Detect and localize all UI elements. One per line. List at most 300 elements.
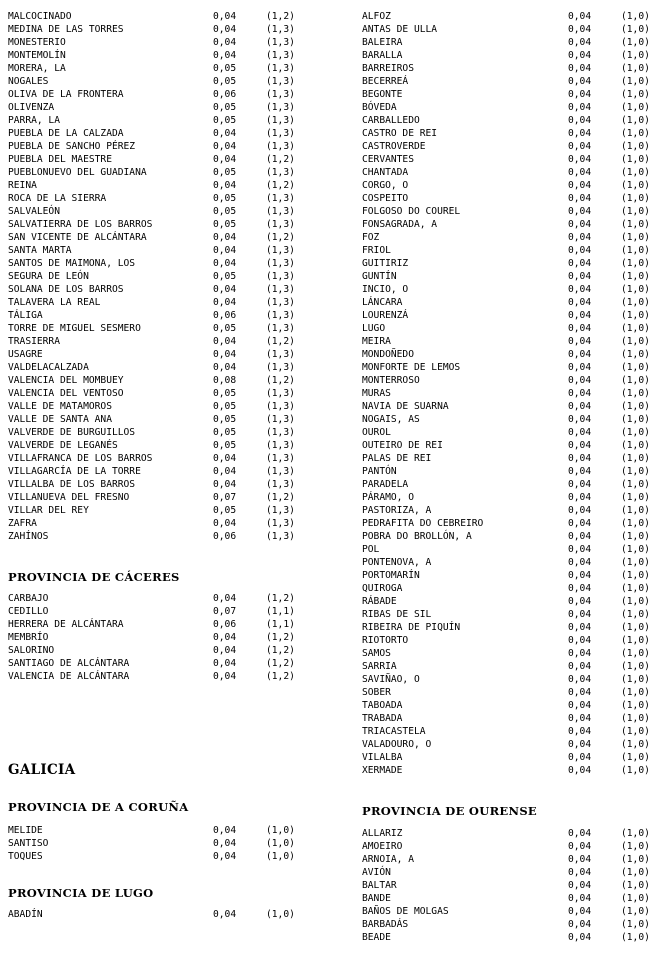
coefficient-value: 0,04 bbox=[213, 232, 237, 243]
coefficient-value: 0,08 bbox=[213, 375, 237, 386]
table-row bbox=[362, 673, 662, 686]
coefficient-value: 0,04 bbox=[568, 271, 592, 282]
coefficient-value: 0,05 bbox=[213, 76, 237, 87]
class-code: (1,0) bbox=[621, 828, 650, 839]
coefficient-value: 0,05 bbox=[213, 401, 237, 412]
table-row bbox=[8, 361, 308, 374]
table-row bbox=[8, 244, 308, 257]
class-code: (1,3) bbox=[266, 414, 295, 425]
coefficient-value: 0,05 bbox=[213, 115, 237, 126]
coefficient-value: 0,04 bbox=[568, 310, 592, 321]
coefficient-value: 0,04 bbox=[213, 141, 237, 152]
class-code: (1,0) bbox=[621, 648, 650, 659]
coefficient-value: 0,04 bbox=[568, 893, 592, 904]
coefficient-value: 0,04 bbox=[568, 89, 592, 100]
class-code: (1,0) bbox=[621, 37, 650, 48]
municipality-name: ANTAS DE ULLA bbox=[362, 24, 438, 35]
coefficient-value: 0,04 bbox=[568, 674, 592, 685]
municipality-name: TÁLIGA bbox=[8, 310, 43, 321]
class-code: (1,2) bbox=[266, 180, 295, 191]
coefficient-value: 0,04 bbox=[568, 414, 592, 425]
coefficient-value: 0,04 bbox=[568, 583, 592, 594]
coefficient-value: 0,04 bbox=[568, 544, 592, 555]
table-row bbox=[362, 465, 662, 478]
class-code: (1,0) bbox=[621, 906, 650, 917]
municipality-name: TALAVERA LA REAL bbox=[8, 297, 101, 308]
coefficient-value: 0,05 bbox=[213, 219, 237, 230]
municipality-name: QUIROGA bbox=[362, 583, 403, 594]
coefficient-value: 0,04 bbox=[568, 596, 592, 607]
municipality-name: CASTRO DE REI bbox=[362, 128, 438, 139]
table-row bbox=[8, 127, 308, 140]
table-row bbox=[362, 569, 662, 582]
coefficient-value: 0,04 bbox=[568, 609, 592, 620]
municipality-name: BARALLA bbox=[362, 50, 403, 61]
municipality-name: SALVATIERRA DE LOS BARROS bbox=[8, 219, 153, 230]
coefficient-value: 0,04 bbox=[568, 713, 592, 724]
coefficient-value: 0,04 bbox=[213, 24, 237, 35]
coefficient-value: 0,05 bbox=[213, 193, 237, 204]
table-row bbox=[362, 478, 662, 491]
class-code: (1,2) bbox=[266, 154, 295, 165]
coefficient-value: 0,05 bbox=[213, 102, 237, 113]
table-row bbox=[362, 101, 662, 114]
table-row bbox=[8, 231, 308, 244]
coefficient-value: 0,04 bbox=[213, 658, 237, 669]
municipality-name: MELIDE bbox=[8, 825, 43, 836]
coefficient-value: 0,04 bbox=[568, 128, 592, 139]
coefficient-value: 0,07 bbox=[213, 606, 237, 617]
municipality-name: MONTERROSO bbox=[362, 375, 420, 386]
table-row bbox=[362, 218, 662, 231]
class-code: (1,0) bbox=[621, 505, 650, 516]
municipality-name: VILLALBA DE LOS BARROS bbox=[8, 479, 136, 490]
class-code: (1,3) bbox=[266, 310, 295, 321]
municipality-name: OUTEIRO DE REI bbox=[362, 440, 443, 451]
class-code: (1,0) bbox=[621, 63, 650, 74]
table-row bbox=[362, 751, 662, 764]
coefficient-value: 0,04 bbox=[568, 765, 592, 776]
table-row bbox=[8, 517, 308, 530]
table-row bbox=[362, 634, 662, 647]
municipality-name: TRABADA bbox=[362, 713, 403, 724]
table-row bbox=[8, 439, 308, 452]
class-code: (1,0) bbox=[621, 24, 650, 35]
class-code: (1,0) bbox=[621, 414, 650, 425]
municipality-name: NOGALES bbox=[8, 76, 49, 87]
municipality-name: TABOADA bbox=[362, 700, 403, 711]
province-heading-ourense: PROVINCIA DE OURENSE bbox=[362, 804, 537, 818]
table-row bbox=[362, 322, 662, 335]
coefficient-value: 0,04 bbox=[568, 841, 592, 852]
coefficient-value: 0,04 bbox=[213, 284, 237, 295]
class-code: (1,3) bbox=[266, 323, 295, 334]
coefficient-value: 0,04 bbox=[213, 479, 237, 490]
table-row bbox=[362, 840, 662, 853]
municipality-name: VALADOURO, O bbox=[362, 739, 432, 750]
table-row bbox=[362, 179, 662, 192]
table-row bbox=[8, 631, 308, 644]
coefficient-value: 0,04 bbox=[568, 440, 592, 451]
coefficient-value: 0,04 bbox=[568, 932, 592, 943]
class-code: (1,0) bbox=[621, 739, 650, 750]
coefficient-value: 0,05 bbox=[213, 206, 237, 217]
municipality-name: VILLAFRANCA DE LOS BARROS bbox=[8, 453, 153, 464]
class-code: (1,3) bbox=[266, 24, 295, 35]
table-row bbox=[8, 140, 308, 153]
table-row bbox=[8, 618, 308, 631]
table-row bbox=[362, 712, 662, 725]
region-heading-galicia: GALICIA bbox=[8, 762, 76, 778]
municipality-name: LÁNCARA bbox=[362, 297, 403, 308]
class-code: (1,3) bbox=[266, 219, 295, 230]
class-code: (1,0) bbox=[621, 206, 650, 217]
class-code: (1,0) bbox=[621, 180, 650, 191]
class-code: (1,0) bbox=[621, 557, 650, 568]
class-code: (1,0) bbox=[621, 609, 650, 620]
municipality-name: AVIÓN bbox=[362, 867, 391, 878]
table-row bbox=[8, 309, 308, 322]
municipality-name: POBRA DO BROLLÓN, A bbox=[362, 531, 472, 542]
coefficient-value: 0,04 bbox=[568, 492, 592, 503]
table-row bbox=[8, 348, 308, 361]
class-code: (1,0) bbox=[621, 726, 650, 737]
class-code: (1,0) bbox=[621, 635, 650, 646]
municipality-name: BARBADÁS bbox=[362, 919, 409, 930]
municipality-name: SEGURA DE LEÓN bbox=[8, 271, 89, 282]
table-row bbox=[362, 10, 662, 23]
coefficient-value: 0,04 bbox=[568, 635, 592, 646]
coefficient-value: 0,04 bbox=[568, 375, 592, 386]
municipality-name: TRIACASTELA bbox=[362, 726, 426, 737]
municipality-name: RIBAS DE SIL bbox=[362, 609, 432, 620]
class-code: (1,0) bbox=[621, 700, 650, 711]
class-code: (1,0) bbox=[621, 323, 650, 334]
table-row bbox=[8, 153, 308, 166]
table-row bbox=[362, 725, 662, 738]
class-code: (1,1) bbox=[266, 619, 295, 630]
table-row bbox=[362, 257, 662, 270]
class-code: (1,0) bbox=[621, 349, 650, 360]
coefficient-value: 0,04 bbox=[568, 505, 592, 516]
municipality-name: PONTENOVA, A bbox=[362, 557, 432, 568]
coefficient-value: 0,04 bbox=[568, 141, 592, 152]
table-row bbox=[362, 400, 662, 413]
municipality-name: CEDILLO bbox=[8, 606, 49, 617]
coefficient-value: 0,05 bbox=[213, 440, 237, 451]
class-code: (1,3) bbox=[266, 466, 295, 477]
table-row bbox=[362, 582, 662, 595]
coefficient-value: 0,04 bbox=[568, 11, 592, 22]
municipality-name: CORGO, O bbox=[362, 180, 409, 191]
table-row bbox=[362, 127, 662, 140]
table-row bbox=[362, 918, 662, 931]
left-column bbox=[8, 0, 308, 921]
municipality-name: VALDELACALZADA bbox=[8, 362, 89, 373]
class-code: (1,3) bbox=[266, 245, 295, 256]
class-code: (1,0) bbox=[621, 232, 650, 243]
class-code: (1,3) bbox=[266, 193, 295, 204]
coefficient-value: 0,04 bbox=[568, 388, 592, 399]
class-code: (1,0) bbox=[621, 841, 650, 852]
municipality-name: RÁBADE bbox=[362, 596, 397, 607]
class-code: (1,3) bbox=[266, 427, 295, 438]
class-code: (1,0) bbox=[621, 297, 650, 308]
municipality-name: BALEIRA bbox=[362, 37, 403, 48]
class-code: (1,0) bbox=[621, 271, 650, 282]
table-row bbox=[362, 374, 662, 387]
coefficient-value: 0,04 bbox=[568, 284, 592, 295]
table-row bbox=[8, 49, 308, 62]
class-code: (1,0) bbox=[621, 310, 650, 321]
coefficient-value: 0,04 bbox=[213, 154, 237, 165]
class-code: (1,3) bbox=[266, 37, 295, 48]
municipality-name: SALVALEÓN bbox=[8, 206, 60, 217]
table-row bbox=[362, 244, 662, 257]
coefficient-value: 0,04 bbox=[568, 854, 592, 865]
coefficient-value: 0,06 bbox=[213, 310, 237, 321]
municipality-name: REINA bbox=[8, 180, 37, 191]
province-heading-lugo: PROVINCIA DE LUGO bbox=[8, 886, 154, 900]
class-code: (1,3) bbox=[266, 102, 295, 113]
table-row bbox=[362, 892, 662, 905]
municipality-name: HERRERA DE ALCÁNTARA bbox=[8, 619, 124, 630]
class-code: (1,0) bbox=[621, 76, 650, 87]
table-row bbox=[362, 49, 662, 62]
class-code: (1,0) bbox=[621, 284, 650, 295]
class-code: (1,0) bbox=[621, 893, 650, 904]
municipality-name: MORERA, LA bbox=[8, 63, 66, 74]
coefficient-value: 0,04 bbox=[568, 323, 592, 334]
class-code: (1,0) bbox=[621, 154, 650, 165]
table-row bbox=[8, 657, 308, 670]
municipality-name: ZAFRA bbox=[8, 518, 37, 529]
table-row bbox=[8, 75, 308, 88]
municipality-name: SANTISO bbox=[8, 838, 49, 849]
table-row bbox=[8, 270, 308, 283]
municipality-name: OLIVENZA bbox=[8, 102, 55, 113]
municipality-name: MEDINA DE LAS TORRES bbox=[8, 24, 124, 35]
class-code: (1,2) bbox=[266, 11, 295, 22]
coefficient-value: 0,04 bbox=[568, 232, 592, 243]
municipality-name: SAVIÑAO, O bbox=[362, 674, 420, 685]
municipality-name: PARADELA bbox=[362, 479, 409, 490]
class-code: (1,3) bbox=[266, 141, 295, 152]
coefficient-value: 0,06 bbox=[213, 531, 237, 542]
class-code: (1,3) bbox=[266, 349, 295, 360]
class-code: (1,3) bbox=[266, 128, 295, 139]
class-code: (1,0) bbox=[621, 388, 650, 399]
class-code: (1,0) bbox=[621, 336, 650, 347]
table-row bbox=[362, 660, 662, 673]
municipality-name: OLIVA DE LA FRONTERA bbox=[8, 89, 124, 100]
coefficient-value: 0,04 bbox=[568, 518, 592, 529]
class-code: (1,0) bbox=[621, 687, 650, 698]
coefficient-value: 0,04 bbox=[213, 593, 237, 604]
table-row bbox=[8, 670, 308, 683]
table-row bbox=[8, 283, 308, 296]
class-code: (1,0) bbox=[621, 674, 650, 685]
class-code: (1,3) bbox=[266, 505, 295, 516]
coefficient-value: 0,04 bbox=[213, 245, 237, 256]
coefficient-value: 0,04 bbox=[568, 557, 592, 568]
table-row bbox=[362, 595, 662, 608]
municipality-name: BANDE bbox=[362, 893, 391, 904]
coefficient-value: 0,04 bbox=[213, 632, 237, 643]
class-code: (1,0) bbox=[621, 765, 650, 776]
class-code: (1,2) bbox=[266, 336, 295, 347]
municipality-name: BAÑOS DE MOLGAS bbox=[362, 906, 449, 917]
municipality-name: SAN VICENTE DE ALCÁNTARA bbox=[8, 232, 147, 243]
class-code: (1,3) bbox=[266, 63, 295, 74]
province-heading-coruna: PROVINCIA DE A CORUÑA bbox=[8, 800, 189, 814]
class-code: (1,0) bbox=[621, 661, 650, 672]
coefficient-value: 0,04 bbox=[568, 154, 592, 165]
table-row bbox=[362, 348, 662, 361]
class-code: (1,0) bbox=[621, 854, 650, 865]
class-code: (1,0) bbox=[621, 375, 650, 386]
class-code: (1,2) bbox=[266, 492, 295, 503]
municipality-name: VILLAR DEL REY bbox=[8, 505, 89, 516]
municipality-name: PASTORIZA, A bbox=[362, 505, 432, 516]
municipality-name: SARRIA bbox=[362, 661, 397, 672]
coefficient-value: 0,04 bbox=[568, 349, 592, 360]
municipality-name: VILALBA bbox=[362, 752, 403, 763]
municipality-name: COSPEITO bbox=[362, 193, 409, 204]
class-code: (1,3) bbox=[266, 271, 295, 282]
coefficient-value: 0,07 bbox=[213, 492, 237, 503]
municipality-name: ARNOIA, A bbox=[362, 854, 414, 865]
table-row bbox=[8, 335, 308, 348]
municipality-name: SANTOS DE MAIMONA, LOS bbox=[8, 258, 136, 269]
class-code: (1,3) bbox=[266, 115, 295, 126]
table-row bbox=[8, 205, 308, 218]
coefficient-value: 0,04 bbox=[568, 453, 592, 464]
class-code: (1,0) bbox=[621, 89, 650, 100]
municipality-name: MEMBRÍO bbox=[8, 632, 49, 643]
coefficient-value: 0,04 bbox=[568, 570, 592, 581]
table-row bbox=[362, 491, 662, 504]
municipality-name: VALLE DE SANTA ANA bbox=[8, 414, 112, 425]
coefficient-value: 0,04 bbox=[213, 349, 237, 360]
municipality-name: GUITIRIZ bbox=[362, 258, 409, 269]
coefficient-value: 0,04 bbox=[568, 700, 592, 711]
coefficient-value: 0,04 bbox=[568, 115, 592, 126]
coefficient-value: 0,04 bbox=[213, 128, 237, 139]
class-code: (1,3) bbox=[266, 206, 295, 217]
coefficient-value: 0,04 bbox=[568, 648, 592, 659]
class-code: (1,0) bbox=[621, 622, 650, 633]
class-code: (1,2) bbox=[266, 671, 295, 682]
class-code: (1,0) bbox=[621, 713, 650, 724]
class-code: (1,0) bbox=[621, 440, 650, 451]
coefficient-value: 0,05 bbox=[213, 505, 237, 516]
table-row bbox=[362, 413, 662, 426]
coefficient-value: 0,04 bbox=[568, 336, 592, 347]
municipality-name: VALENCIA DEL MOMBUEY bbox=[8, 375, 124, 386]
class-code: (1,3) bbox=[266, 531, 295, 542]
class-code: (1,0) bbox=[621, 427, 650, 438]
table-row bbox=[362, 738, 662, 751]
table-row bbox=[8, 101, 308, 114]
table-row bbox=[362, 530, 662, 543]
coefficient-value: 0,04 bbox=[568, 752, 592, 763]
municipality-name: ZAHÍNOS bbox=[8, 531, 49, 542]
table-row bbox=[362, 699, 662, 712]
class-code: (1,3) bbox=[266, 89, 295, 100]
class-code: (1,0) bbox=[621, 583, 650, 594]
table-row bbox=[362, 931, 662, 944]
table-row bbox=[362, 853, 662, 866]
class-code: (1,0) bbox=[266, 825, 295, 836]
municipality-name: CERVANTES bbox=[362, 154, 414, 165]
coefficient-value: 0,04 bbox=[568, 258, 592, 269]
municipality-name: LOURENZÁ bbox=[362, 310, 409, 321]
class-code: (1,3) bbox=[266, 167, 295, 178]
coefficient-value: 0,05 bbox=[213, 167, 237, 178]
coefficient-value: 0,05 bbox=[213, 323, 237, 334]
coefficient-value: 0,04 bbox=[213, 50, 237, 61]
municipality-name: FRIOL bbox=[362, 245, 391, 256]
municipality-name: SANTA MARTA bbox=[8, 245, 72, 256]
table-row bbox=[8, 824, 308, 837]
municipality-name: ALFOZ bbox=[362, 11, 391, 22]
table-row bbox=[8, 322, 308, 335]
municipality-name: MEIRA bbox=[362, 336, 391, 347]
coefficient-value: 0,06 bbox=[213, 89, 237, 100]
coefficient-value: 0,04 bbox=[568, 726, 592, 737]
class-code: (1,0) bbox=[266, 851, 295, 862]
coefficient-value: 0,05 bbox=[213, 271, 237, 282]
class-code: (1,2) bbox=[266, 375, 295, 386]
class-code: (1,3) bbox=[266, 401, 295, 412]
table-row bbox=[8, 36, 308, 49]
municipality-name: MONESTERIO bbox=[8, 37, 66, 48]
municipality-name: NAVIA DE SUARNA bbox=[362, 401, 449, 412]
coefficient-value: 0,04 bbox=[568, 479, 592, 490]
class-code: (1,3) bbox=[266, 479, 295, 490]
coefficient-value: 0,04 bbox=[568, 466, 592, 477]
municipality-name: CHANTADA bbox=[362, 167, 409, 178]
class-code: (1,3) bbox=[266, 297, 295, 308]
table-row bbox=[362, 543, 662, 556]
class-code: (1,0) bbox=[621, 531, 650, 542]
class-code: (1,0) bbox=[621, 932, 650, 943]
table-row bbox=[8, 530, 308, 543]
table-row bbox=[8, 452, 308, 465]
table-row bbox=[362, 426, 662, 439]
coefficient-value: 0,04 bbox=[213, 297, 237, 308]
class-code: (1,0) bbox=[621, 453, 650, 464]
municipality-name: SOBER bbox=[362, 687, 391, 698]
class-code: (1,0) bbox=[266, 838, 295, 849]
municipality-name: PORTOMARÍN bbox=[362, 570, 420, 581]
coefficient-value: 0,04 bbox=[568, 401, 592, 412]
table-row bbox=[8, 837, 308, 850]
table-row bbox=[8, 644, 308, 657]
coefficient-value: 0,04 bbox=[568, 24, 592, 35]
table-row bbox=[8, 88, 308, 101]
coefficient-value: 0,04 bbox=[568, 427, 592, 438]
coefficient-value: 0,04 bbox=[568, 245, 592, 256]
table-row bbox=[8, 592, 308, 605]
municipality-name: VILLAGARCÍA DE LA TORRE bbox=[8, 466, 141, 477]
class-code: (1,0) bbox=[621, 518, 650, 529]
municipality-name: BARREIROS bbox=[362, 63, 414, 74]
municipality-name: VALVERDE DE BURGUILLOS bbox=[8, 427, 136, 438]
table-row bbox=[362, 686, 662, 699]
table-row bbox=[8, 23, 308, 36]
